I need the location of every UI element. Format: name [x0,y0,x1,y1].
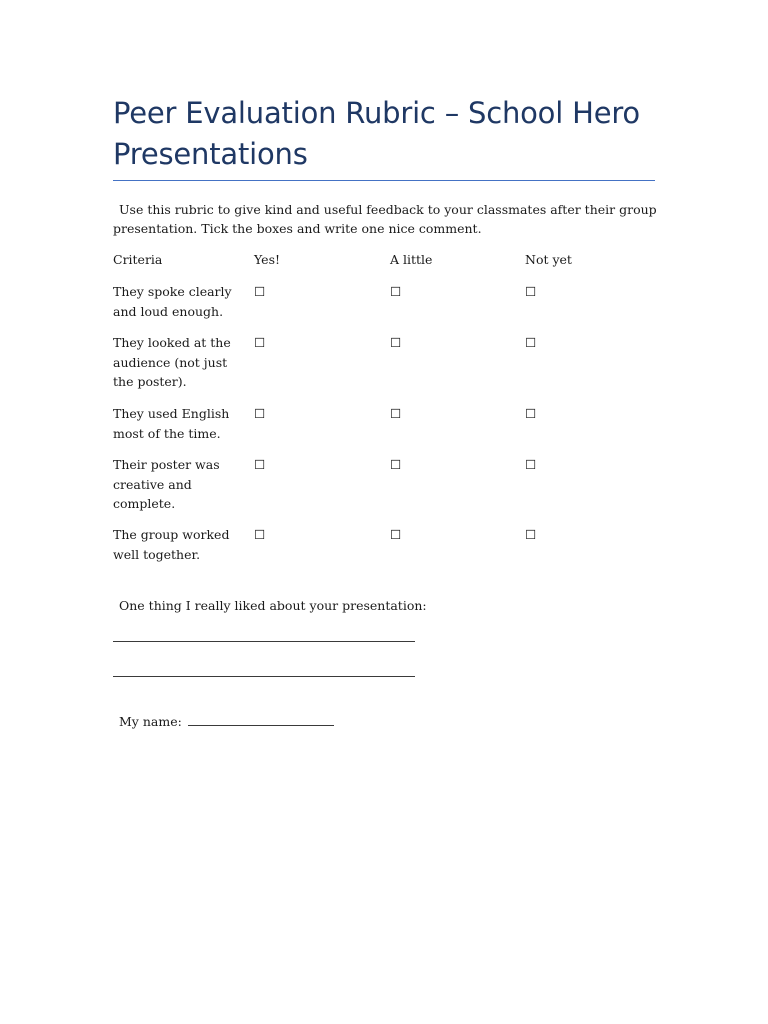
checkbox-not-yet[interactable]: ☐ [525,284,537,299]
checkbox-not-yet[interactable]: ☐ [525,527,537,542]
checkbox-not-yet[interactable]: ☐ [525,406,537,421]
criteria-label: They spoke clearly and loud enough. [113,284,232,319]
checkbox-not-yet[interactable]: ☐ [525,335,537,350]
criteria-label: They used English most of the time. [113,406,230,441]
criteria-label: The group worked well together. [113,527,230,562]
checkbox-a-little[interactable]: ☐ [390,457,402,472]
checkbox-yes[interactable]: ☐ [254,406,266,421]
comment-answer-line-1[interactable] [113,641,415,642]
header-criteria: Criteria [113,252,163,267]
checkbox-a-little[interactable]: ☐ [390,284,402,299]
title-underline [113,180,655,181]
comment-answer-line-2[interactable] [113,676,415,677]
name-row [119,712,334,731]
intro-paragraph [113,200,658,238]
intro-text: Use this rubric to give kind and useful feedback to your classmates after their group presentation. Tick the boxes and write one nice comment. [113,202,657,236]
criteria-label: Their poster was creative and complete. [113,457,220,511]
checkbox-yes[interactable]: ☐ [254,335,266,350]
checkbox-not-yet[interactable]: ☐ [525,457,537,472]
checkbox-a-little[interactable]: ☐ [390,527,402,542]
header-yes: Yes! [254,252,281,267]
name-field-line[interactable] [188,713,334,726]
checkbox-a-little[interactable]: ☐ [390,335,402,350]
checkbox-yes[interactable]: ☐ [254,457,266,472]
header-a-little: A little [390,252,433,267]
name-label: My name: [119,714,182,729]
document-title: Peer Evaluation Rubric – School Hero Presentations [113,96,640,171]
comment-prompt: One thing I really liked about your presentation: [119,598,427,613]
header-not-yet: Not yet [525,252,572,267]
checkbox-a-little[interactable]: ☐ [390,406,402,421]
criteria-label: They looked at the audience (not just the poster). [113,335,231,389]
checkbox-yes[interactable]: ☐ [254,284,266,299]
checkbox-yes[interactable]: ☐ [254,527,266,542]
